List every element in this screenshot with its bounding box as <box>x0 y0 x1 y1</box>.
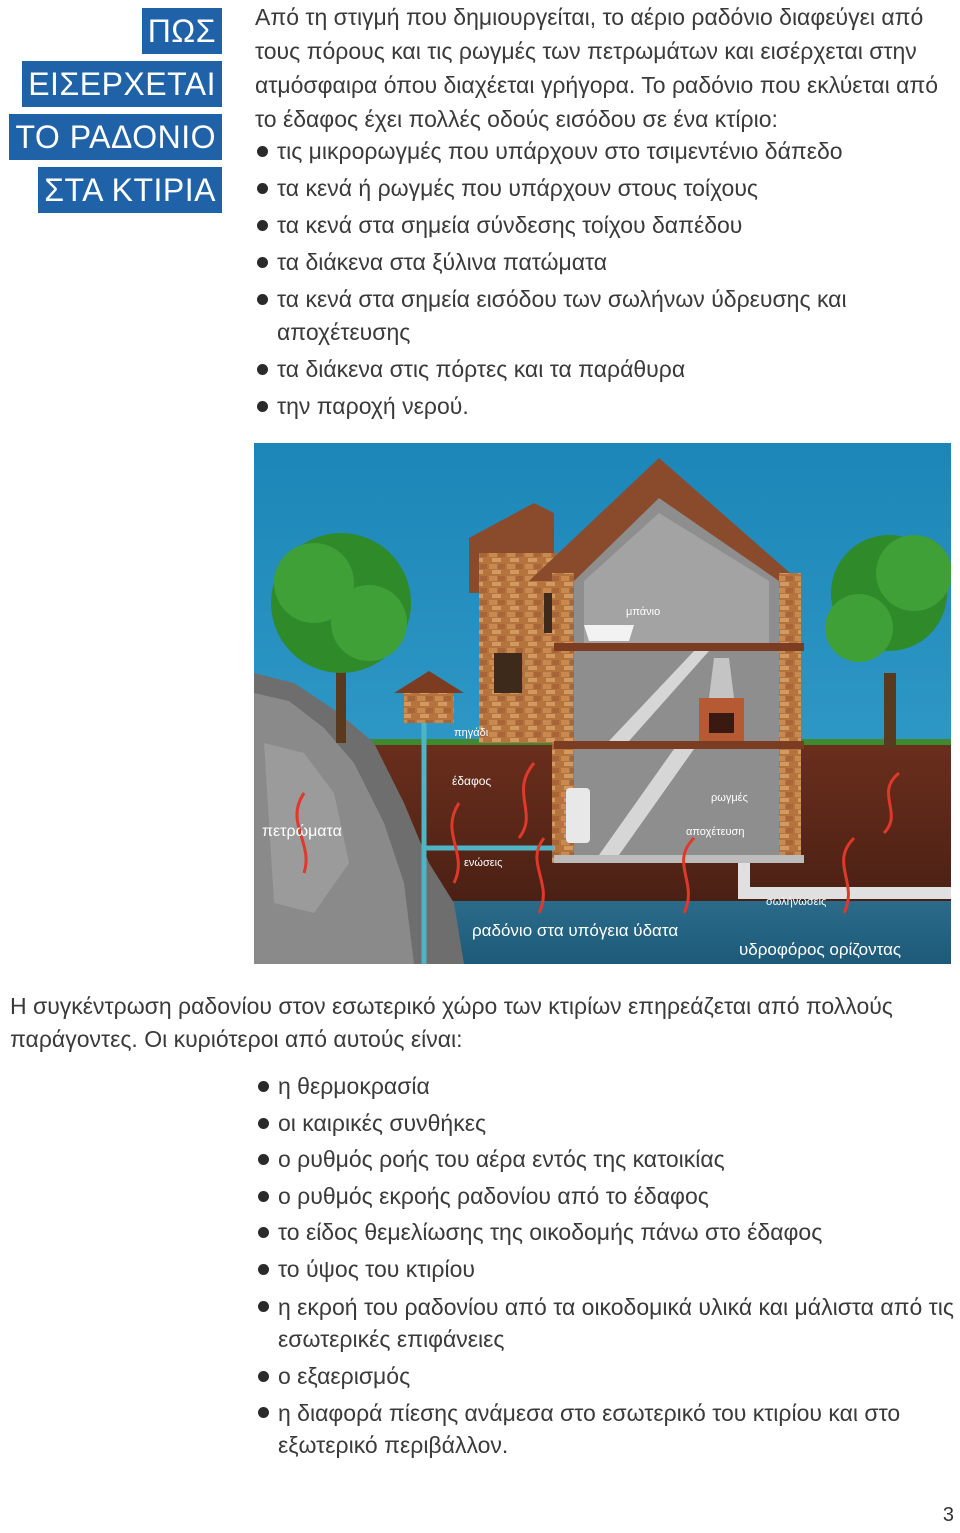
list-item: ο ρυθμός εκροής ραδονίου από το έδαφος <box>256 1178 958 1215</box>
label-rocks: πετρώματα <box>262 823 342 840</box>
label-soil: έδαφος <box>452 774 492 788</box>
factors-intro-text: Η συγκέντρωση ραδονίου στον εσωτερικό χώρο των κτιρίων επηρεάζεται από πολλούς παράγοντες. Οι κυριότεροι από αυτούς είναι: <box>10 993 893 1052</box>
label-joints: ενώσεις <box>464 857 503 869</box>
heading-line-4: ΣΤΑ ΚΤΙΡΙΑ <box>38 167 222 213</box>
label-source: πηγάδι <box>454 727 489 739</box>
list-item: το ύψος του κτιρίου <box>256 1251 958 1288</box>
list-item: ο εξαερισμός <box>256 1358 958 1395</box>
list-item: η διαφορά πίεσης ανάμεσα στο εσωτερικό του κτιρίου και στο εξωτερικό περιβάλλον. <box>256 1394 958 1464</box>
factors-intro-paragraph <box>10 990 958 1056</box>
list-item: η θερμοκρασία <box>256 1068 958 1105</box>
list-item: τα κενά στα σημεία εισόδου των σωλήνων ύδρευσης και αποχέτευσης <box>255 281 945 351</box>
list-item: ο ρυθμός ροής του αέρα εντός της κατοικίας <box>256 1141 958 1178</box>
heading-line-2: ΕΙΣΕΡΧΕΤΑΙ <box>22 61 222 107</box>
list-item: η εκροή του ραδονίου από τα οικοδομικά υλικά και μάλιστα από τις εσωτερικές επιφάνειες <box>256 1288 958 1358</box>
label-pipes: σωλήνωσεις <box>766 896 827 908</box>
label-bath: μπάνιο <box>626 606 661 618</box>
list-item: την παροχή νερού. <box>255 388 945 425</box>
entry-points-list <box>255 133 945 425</box>
heading-line-1: ΠΩΣ <box>142 8 222 54</box>
intro-paragraph <box>255 0 960 136</box>
label-cracks: ρωγμές <box>711 792 748 804</box>
list-item: οι καιρικές συνθήκες <box>256 1105 958 1142</box>
factors-list <box>256 1068 958 1464</box>
page-number: 3 <box>942 1504 954 1526</box>
list-item: τα κενά ή ρωγμές που υπάρχουν στους τοίχους <box>255 170 945 207</box>
list-item: τα κενά στα σημεία σύνδεσης τοίχου δαπέδου <box>255 207 945 244</box>
house-cross-section-svg <box>254 443 951 964</box>
label-drainage: αποχέτευση <box>686 826 745 838</box>
intro-text: Από τη στιγμή που δημιουργείται, το αέριο ραδόνιο διαφεύγει από τους πόρους και τις ρωγμές των πετρωμάτων και εισέρχεται στην ατμόσφαιρα όπου διαχέεται γρήγορα. Το ραδόνιο που εκλύεται από το έδαφος έχει πολλές οδούς εισόδου σε ένα κτίριο: <box>255 4 939 132</box>
label-aquifer: υδροφόρος ορίζοντας <box>739 940 902 959</box>
list-item: το είδος θεμελίωσης της οικοδομής πάνω στο έδαφος <box>256 1214 958 1251</box>
list-item: τα διάκενα στα ξύλινα πατώματα <box>255 244 945 281</box>
radon-house-illustration <box>254 443 951 964</box>
list-item: τις μικρορωγμές που υπάρχουν στο τσιμεντένιο δάπεδο <box>255 133 945 170</box>
list-item: τα διάκενα στις πόρτες και τα παράθυρα <box>255 351 945 388</box>
label-groundwater: ραδόνιο στα υπόγεια ύδατα <box>472 921 679 940</box>
heading-line-3: ΤΟ ΡΑΔΟΝΙΟ <box>9 114 222 160</box>
